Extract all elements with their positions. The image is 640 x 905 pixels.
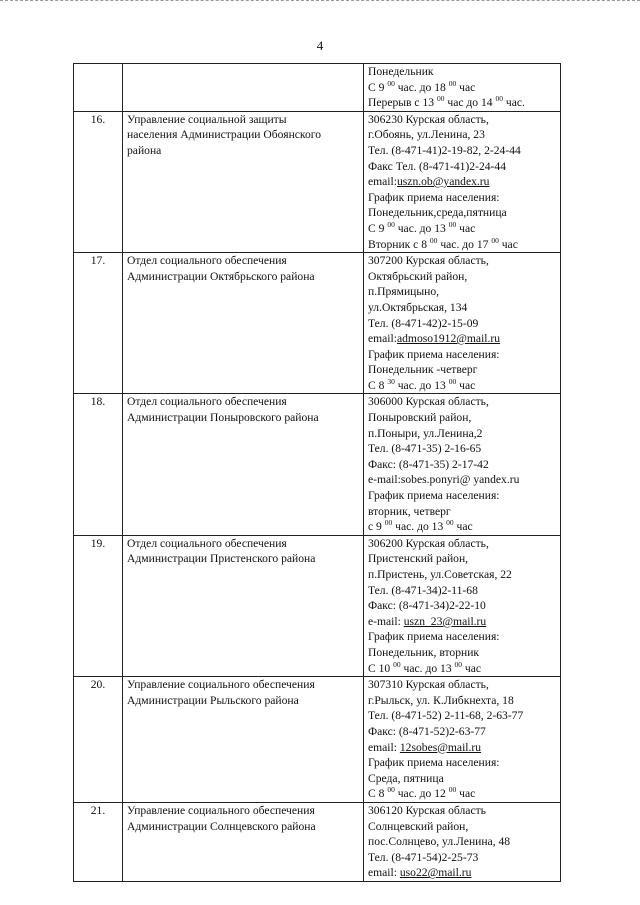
time-minutes-superscript: 00 <box>454 659 463 669</box>
contact-line <box>368 441 556 457</box>
table-row <box>74 802 561 881</box>
contact-line <box>368 803 556 819</box>
contact-line <box>368 740 556 756</box>
contact-text: Факс Тел. (8-471-41)2-24-44 <box>368 159 506 173</box>
contact-line <box>368 771 556 787</box>
contact-line <box>368 708 556 724</box>
contact-text: Понедельник,среда,пятница <box>368 206 507 220</box>
organization-name-line: Администрации Пристенского района <box>127 552 316 566</box>
contact-text: График приема населения: <box>368 190 500 204</box>
contact-text: e-mail: <box>368 614 404 628</box>
time-minutes-superscript: 30 <box>387 376 395 386</box>
contact-line <box>368 724 556 740</box>
contact-line <box>368 253 556 269</box>
contact-text: 307310 Курская область, <box>368 678 489 692</box>
contact-details-cell <box>364 394 561 535</box>
contact-text: email: <box>368 175 397 189</box>
contact-text: Тел. (8-471-35) 2-16-65 <box>368 442 482 456</box>
contact-line <box>368 629 556 645</box>
contact-line <box>368 536 556 552</box>
email-address[interactable]: uszn.ob@yandex.ru <box>396 175 490 189</box>
contact-text: п.Пристень, ул.Советская, 22 <box>368 568 512 581</box>
contact-line <box>368 786 556 802</box>
contact-line <box>368 819 556 835</box>
contact-text: График приема населения: <box>368 347 500 361</box>
organization-name-line: Управление социальной защиты <box>127 112 287 126</box>
contact-text: час. до 13 <box>392 520 447 534</box>
contact-text: Октябрьский район, <box>368 269 468 283</box>
organization-name-line: Администрации Рыльского района <box>127 693 299 707</box>
contact-line <box>368 519 556 535</box>
contact-text: Понедельник <box>368 65 434 78</box>
contact-text: Тел. (8-471-52) 2-11-68, 2-63-77 <box>368 709 524 723</box>
contact-line <box>368 426 556 442</box>
contact-text: час до 14 <box>444 96 496 110</box>
contact-text: п.Поныри, ул.Ленина,2 <box>368 426 483 440</box>
organization-name-cell <box>123 253 364 394</box>
email-address[interactable]: 12sobes@mail.ru <box>399 740 482 754</box>
table-body <box>74 64 561 882</box>
time-minutes-superscript: 00 <box>495 94 503 104</box>
contact-text: час. до 18 <box>394 80 449 94</box>
contact-line <box>368 190 556 206</box>
contact-line <box>368 865 556 881</box>
contact-line <box>368 693 556 709</box>
time-minutes-superscript: 00 <box>448 219 457 229</box>
contact-line <box>368 64 556 80</box>
contact-line <box>368 488 556 504</box>
contact-line <box>368 143 556 159</box>
contact-text: email: <box>368 866 400 880</box>
contact-text: час. до 13 <box>394 378 449 392</box>
contact-line <box>368 362 556 378</box>
contact-line <box>368 284 556 300</box>
contact-line <box>368 551 556 567</box>
organization-name-line: Администрации Солнцевского района <box>127 819 316 833</box>
contact-text: час. до 13 <box>400 661 455 675</box>
contact-line <box>368 127 556 143</box>
table-row <box>74 111 561 252</box>
contact-text: С 10 <box>368 661 394 675</box>
organization-name-line: Отдел социального обеспечения <box>127 536 287 550</box>
contact-line <box>368 300 556 316</box>
contact-text: Среда, пятница <box>368 771 444 785</box>
contact-text: С 8 <box>368 378 388 392</box>
contact-text: Вторник с 8 <box>368 237 430 251</box>
organization-name-line: Администрации Поныровского района <box>127 411 319 425</box>
contact-text: Тел. (8-471-42)2-15-09 <box>368 316 479 330</box>
contact-text: 307200 Курская область, <box>368 254 489 268</box>
time-minutes-superscript: 00 <box>429 235 438 245</box>
contact-line <box>368 112 556 128</box>
contact-text: Тел. (8-471-54)2-25-73 <box>368 850 479 864</box>
organization-name-line: Отдел социального обеспечения <box>127 254 287 268</box>
contact-text: час. до 13 <box>394 221 449 235</box>
social-services-table <box>73 63 561 882</box>
contact-line <box>368 755 556 771</box>
contact-text: С 8 <box>368 787 388 801</box>
contact-text: пос.Солнцево, ул.Ленина, 48 <box>368 835 511 849</box>
contact-text: Факс: (8-471-35) 2-17-42 <box>368 457 489 471</box>
contact-line <box>368 583 556 599</box>
organization-name-line: Управление социального обеспечения <box>127 803 315 817</box>
contact-text: График приема населения: <box>368 489 500 503</box>
contact-text: час. до 17 <box>437 237 492 251</box>
row-number: 17. <box>74 253 123 394</box>
contact-text: email: <box>368 740 400 754</box>
contact-text: Понедельник, вторник <box>368 645 480 659</box>
contact-text: Понедельник -четверг <box>368 363 478 377</box>
contact-text: Солнцевский район, <box>368 819 469 833</box>
contact-text: 306230 Курская область, <box>368 112 489 126</box>
contact-text: час <box>453 520 473 534</box>
organization-name-line: Управление социального обеспечения <box>127 678 315 692</box>
contact-text: Пристенский район, <box>368 552 469 566</box>
organization-name-line: Администрации Октябрьского района <box>127 269 315 283</box>
contact-text: Факс: (8-471-34)2-22-10 <box>368 599 486 613</box>
contact-text: email: <box>368 332 397 346</box>
contact-text: час <box>456 787 476 801</box>
contact-text: час <box>456 378 476 392</box>
contact-text: п.Прямицыно, <box>368 285 440 299</box>
time-minutes-superscript: 00 <box>448 785 457 795</box>
contact-text: час. <box>502 96 525 110</box>
contact-text: График приема населения: <box>368 630 500 644</box>
row-number: 21. <box>74 802 123 881</box>
contact-line <box>368 80 556 96</box>
organization-name-cell <box>123 394 364 535</box>
contact-text: e-mail:sobes.ponyri@ yandex.ru <box>368 473 520 487</box>
organization-name-cell <box>123 64 364 112</box>
contact-line <box>368 331 556 347</box>
contact-line <box>368 677 556 693</box>
contact-line <box>368 598 556 614</box>
contact-text: час <box>456 80 476 94</box>
contact-line <box>368 174 556 190</box>
contact-line <box>368 347 556 363</box>
row-number: 16. <box>74 111 123 252</box>
contact-details-cell <box>364 802 561 881</box>
contact-text: График приема населения: <box>368 756 500 770</box>
time-minutes-superscript: 00 <box>491 235 499 245</box>
contact-line <box>368 269 556 285</box>
organization-name-cell <box>123 111 364 252</box>
contact-line <box>368 504 556 520</box>
table-row <box>74 64 561 112</box>
contact-details-cell <box>364 253 561 394</box>
contact-text: с 9 <box>368 520 385 534</box>
time-minutes-superscript: 00 <box>393 659 401 669</box>
contact-line <box>368 378 556 394</box>
organization-name-cell <box>123 535 364 676</box>
organization-name-line: населения Администрации Обоянского <box>127 128 322 142</box>
time-minutes-superscript: 00 <box>436 94 445 104</box>
scan-top-edge <box>0 0 640 1</box>
contact-line <box>368 850 556 866</box>
contact-text: ул.Октябрьская, 134 <box>368 300 468 314</box>
organization-name-line: Отдел социального обеспечения <box>127 395 287 409</box>
email-address[interactable]: uso22@mail.ru <box>399 866 472 880</box>
contact-text: Тел. (8-471-41)2-19-82, 2-24-44 <box>368 143 521 157</box>
contact-text: С 9 <box>368 80 388 94</box>
row-number: 19. <box>74 535 123 676</box>
organization-name-cell <box>123 802 364 881</box>
contact-line <box>368 394 556 410</box>
contact-details-cell <box>364 111 561 252</box>
time-minutes-superscript: 00 <box>387 219 395 229</box>
time-minutes-superscript: 00 <box>448 376 457 386</box>
row-number <box>74 64 123 112</box>
contact-text: 306120 Курская область <box>368 803 486 817</box>
contact-line <box>368 614 556 630</box>
contact-text: час. до 12 <box>394 787 449 801</box>
contact-text: г.Обоянь, ул.Ленина, 23 <box>368 128 485 142</box>
contact-line <box>368 316 556 332</box>
contact-line <box>368 661 556 677</box>
contact-line <box>368 95 556 111</box>
contact-text: Поныровский район, <box>368 411 472 425</box>
organization-name-line: района <box>127 143 162 157</box>
time-minutes-superscript: 00 <box>387 785 395 795</box>
time-minutes-superscript: 00 <box>448 78 457 88</box>
contact-text: С 9 <box>368 221 388 235</box>
time-minutes-superscript: 00 <box>446 518 454 528</box>
organization-name-cell <box>123 677 364 803</box>
contact-text: Перерыв с 13 <box>368 96 437 110</box>
contact-text: Факс: (8-471-52)2-63-77 <box>368 724 486 738</box>
contact-text: 306200 Курская область, <box>368 536 489 550</box>
contact-line <box>368 221 556 237</box>
email-address[interactable]: admoso1912@mail.ru <box>396 332 501 346</box>
contact-line <box>368 237 556 253</box>
table-row <box>74 677 561 803</box>
contact-text: Тел. (8-471-34)2-11-68 <box>368 583 478 597</box>
contact-details-cell <box>364 64 561 112</box>
page-number: 4 <box>316 38 324 53</box>
table-row <box>74 253 561 394</box>
row-number: 20. <box>74 677 123 803</box>
contact-line <box>368 472 556 488</box>
email-address[interactable]: uszn_23@mail.ru <box>403 614 487 628</box>
row-number: 18. <box>74 394 123 535</box>
time-minutes-superscript: 00 <box>387 78 395 88</box>
contact-line <box>368 457 556 473</box>
contact-line <box>368 159 556 175</box>
time-minutes-superscript: 00 <box>384 518 393 528</box>
contact-line <box>368 567 556 583</box>
contact-text: час <box>456 221 476 235</box>
contact-line <box>368 410 556 426</box>
contact-text: вторник, четверг <box>368 504 451 518</box>
contact-line <box>368 834 556 850</box>
contact-details-cell <box>364 535 561 676</box>
table-row <box>74 394 561 535</box>
contact-line <box>368 205 556 221</box>
contact-line <box>368 645 556 661</box>
contact-text: час <box>498 237 518 251</box>
contact-text: 306000 Курская область, <box>368 395 489 409</box>
contact-details-cell <box>364 677 561 803</box>
contact-text: г.Рыльск, ул. К.Либкнехта, 18 <box>368 693 514 707</box>
table-row <box>74 535 561 676</box>
contact-text: час <box>462 661 482 675</box>
